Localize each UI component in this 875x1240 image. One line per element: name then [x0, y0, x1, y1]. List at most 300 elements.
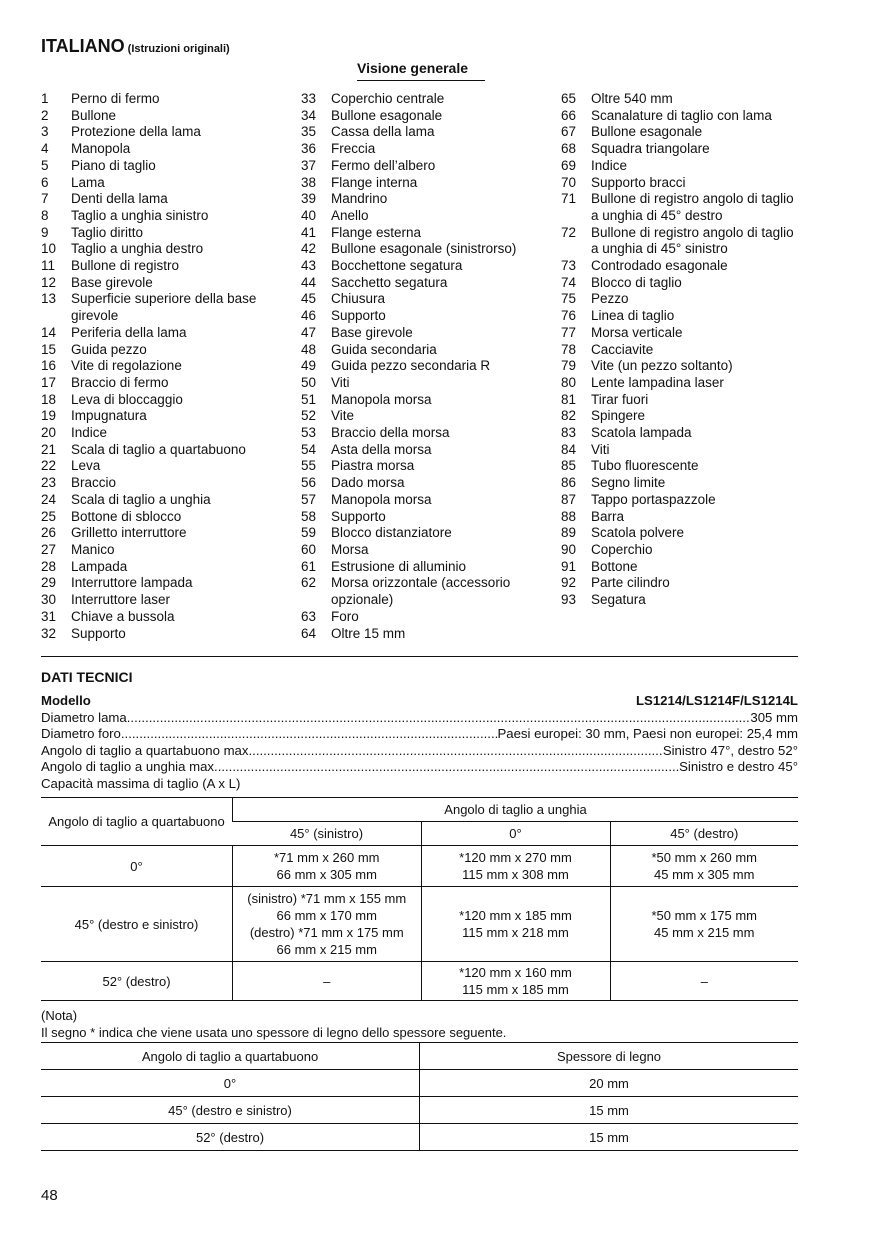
part-item: [561, 408, 801, 425]
capacity-cell-line: 115 mm x 308 mm: [462, 867, 569, 882]
part-item: [301, 108, 551, 125]
parts-list-column-3: [561, 91, 801, 609]
part-item: [301, 542, 551, 559]
part-number: 39: [301, 191, 317, 207]
part-item: [561, 442, 801, 459]
capacity-cell-line: *120 mm x 160 mm: [459, 965, 572, 980]
capacity-cell: [610, 887, 798, 962]
part-item: [41, 609, 291, 626]
part-item: [41, 275, 291, 292]
part-number: 88: [561, 508, 577, 524]
capacity-cell-line: 66 mm x 215 mm: [276, 942, 377, 957]
part-item: [301, 525, 551, 542]
part-number: 10: [41, 241, 57, 257]
capacity-table: [41, 797, 798, 1001]
wood-angle: 45° (destro e sinistro): [41, 1097, 420, 1124]
part-number: 66: [561, 107, 577, 123]
parts-list-column-2: [301, 91, 551, 642]
wood-row: [41, 1070, 798, 1097]
part-label: Mandrino: [331, 191, 388, 207]
part-label: Vite (un pezzo soltanto): [591, 358, 733, 374]
document-header: [41, 36, 230, 57]
part-label: Spingere: [591, 408, 646, 424]
part-item: [561, 175, 801, 192]
part-number: 34: [301, 107, 317, 123]
part-number: 13: [41, 291, 57, 307]
part-number: 85: [561, 458, 577, 474]
part-number: 81: [561, 391, 577, 407]
part-item: [561, 575, 801, 592]
wood-row: [41, 1124, 798, 1151]
part-item: [41, 291, 291, 324]
spec-key: Angolo di taglio a unghia max.: [41, 759, 218, 774]
part-item: [561, 509, 801, 526]
part-item: [41, 325, 291, 342]
part-item: [561, 492, 801, 509]
model-row: [41, 693, 798, 710]
spec-value: Sinistro 47°, destro 52°: [662, 742, 798, 758]
part-item: [561, 458, 801, 475]
part-label: Coperchio: [591, 541, 653, 557]
part-item: [41, 225, 291, 242]
part-number: 50: [301, 374, 317, 390]
part-number: 63: [301, 608, 317, 624]
note-label: (Nota): [41, 1008, 78, 1023]
part-item: [561, 425, 801, 442]
capacity-cell-line: –: [700, 973, 708, 989]
part-label: Barra: [591, 508, 625, 524]
part-number: 76: [561, 308, 577, 324]
part-item: [561, 158, 801, 175]
language-subtitle: (Istruzioni originali): [127, 43, 230, 55]
part-number: 4: [41, 141, 49, 157]
capacity-cell-line: 66 mm x 170 mm: [276, 908, 377, 923]
part-label: Lampada: [71, 558, 128, 574]
part-label: Viti: [331, 374, 350, 390]
part-number: 41: [301, 224, 317, 240]
part-number: 21: [41, 441, 57, 457]
part-label: Leva di bloccaggio: [71, 391, 183, 407]
part-label: Bullone esagonale: [591, 124, 703, 140]
part-item: [561, 225, 801, 258]
part-item: [561, 358, 801, 375]
capacity-cell: [610, 846, 798, 887]
part-label: Estrusione di alluminio: [331, 558, 467, 574]
part-label: Leva: [71, 458, 101, 474]
part-label: Supporto: [71, 625, 126, 641]
part-label: Perno di fermo: [71, 91, 160, 106]
capacity-cell-line: *71 mm x 260 mm: [274, 850, 380, 865]
part-label: Tubo fluorescente: [591, 458, 699, 474]
wood-header-row: [41, 1043, 798, 1070]
part-label: Bullone di registro: [71, 258, 180, 274]
part-number: 75: [561, 291, 577, 307]
part-number: 36: [301, 141, 317, 157]
part-label: Blocco distanziatore: [331, 525, 452, 541]
spec-key: Angolo di taglio a quartabuono max.: [41, 742, 253, 758]
part-label: Lente lampadina laser: [591, 374, 724, 390]
part-label: Flange esterna: [331, 224, 422, 240]
dot-leader: [121, 726, 498, 742]
part-label: Bullone di registro angolo di taglio a unghia di 45° sinistro: [591, 224, 794, 257]
part-item: [301, 492, 551, 509]
part-label: Superficie superiore della base girevole: [71, 291, 257, 324]
part-item: [561, 325, 801, 342]
spec-rows: [41, 710, 798, 776]
part-number: 16: [41, 358, 57, 374]
part-label: Indice: [71, 425, 108, 441]
part-item: [41, 358, 291, 375]
page-number: 48: [41, 1187, 58, 1204]
part-item: [41, 492, 291, 509]
part-label: Freccia: [331, 141, 376, 157]
corner-header: Angolo di taglio a quartabuono: [41, 798, 233, 846]
part-number: 7: [41, 191, 49, 207]
part-label: Grilletto interruttore: [71, 525, 187, 541]
part-label: Morsa orizzontale (accessorio opzionale): [331, 575, 511, 608]
capacity-cell: [233, 846, 422, 887]
part-number: 47: [301, 324, 317, 340]
capacity-angle: 0°: [41, 846, 233, 887]
part-item: [41, 208, 291, 225]
part-item: [301, 442, 551, 459]
spec-row: [41, 726, 798, 743]
part-number: 29: [41, 575, 57, 591]
part-item: [561, 191, 801, 224]
spec-value: 305 mm: [750, 709, 798, 725]
part-number: 93: [561, 592, 577, 608]
part-item: [301, 124, 551, 141]
part-number: 68: [561, 141, 577, 157]
note-block: [41, 1007, 506, 1041]
part-item: [41, 241, 291, 258]
part-number: 14: [41, 324, 57, 340]
spec-key: Diametro lama: [41, 709, 127, 725]
part-label: Cacciavite: [591, 341, 654, 357]
part-item: [41, 458, 291, 475]
part-item: [561, 275, 801, 292]
part-label: Anello: [331, 207, 369, 223]
part-number: 79: [561, 358, 577, 374]
part-number: 62: [301, 575, 317, 591]
part-number: 6: [41, 174, 49, 190]
part-number: 70: [561, 174, 577, 190]
part-label: Chiusura: [331, 291, 386, 307]
part-item: [301, 626, 551, 643]
capacity-row: [41, 887, 798, 962]
part-item: [41, 91, 291, 108]
spec-key: Diametro foro: [41, 726, 121, 741]
part-label: Fermo dell’albero: [331, 157, 436, 173]
capacity-cell: [421, 846, 610, 887]
part-item: [561, 108, 801, 125]
part-label: Foro: [331, 608, 359, 624]
part-label: Bottone di sblocco: [71, 508, 182, 524]
part-item: [561, 91, 801, 108]
subheader-right: 45° (destro): [610, 822, 798, 846]
part-item: [301, 609, 551, 626]
part-number: 23: [41, 475, 57, 491]
part-number: 87: [561, 491, 577, 507]
part-number: 11: [41, 258, 56, 274]
part-item: [561, 525, 801, 542]
part-label: Taglio a unghia sinistro: [71, 207, 209, 223]
capacity-cell-line: –: [323, 973, 331, 989]
wood-row: [41, 1097, 798, 1124]
part-number: 60: [301, 541, 317, 557]
model-label: Modello: [41, 693, 91, 708]
part-number: 17: [41, 374, 57, 390]
part-item: [301, 158, 551, 175]
part-item: [301, 325, 551, 342]
part-number: 24: [41, 491, 57, 507]
part-number: 43: [301, 258, 317, 274]
part-label: Linea di taglio: [591, 308, 675, 324]
part-item: [561, 592, 801, 609]
part-number: 15: [41, 341, 57, 357]
part-label: Braccio della morsa: [331, 425, 450, 441]
capacity-cell: [233, 962, 422, 1001]
dot-leader: [127, 710, 751, 726]
part-item: [41, 442, 291, 459]
part-label: Parte cilindro: [591, 575, 670, 591]
group-header: Angolo di taglio a unghia: [233, 798, 799, 822]
part-label: Blocco di taglio: [591, 274, 682, 290]
specs-block: [41, 693, 798, 792]
part-number: 33: [301, 91, 317, 106]
part-number: 52: [301, 408, 317, 424]
part-item: [301, 208, 551, 225]
part-item: [301, 141, 551, 158]
part-label: Braccio di fermo: [71, 374, 169, 390]
part-number: 27: [41, 541, 57, 557]
part-number: 73: [561, 258, 577, 274]
part-item: [301, 225, 551, 242]
part-label: Bullone esagonale (sinistrorso): [331, 241, 517, 257]
part-item: [41, 108, 291, 125]
part-item: [561, 342, 801, 359]
part-label: Scala di taglio a quartabuono: [71, 441, 246, 457]
spec-value: Paesi europei: 30 mm, Paesi non europei: 25,4 mm: [497, 726, 798, 741]
part-number: 71: [561, 191, 577, 207]
part-item: [301, 342, 551, 359]
dot-leader: [218, 759, 679, 775]
capacity-cell-line: *120 mm x 270 mm: [459, 850, 572, 865]
part-label: Bullone: [71, 107, 117, 123]
part-label: Scanalature di taglio con lama: [591, 107, 772, 123]
part-item: [561, 124, 801, 141]
capacity-cell: [610, 962, 798, 1001]
note-text: Il segno * indica che viene usata uno spessore di legno dello spessore seguente.: [41, 1025, 507, 1040]
part-label: Sacchetto segatura: [331, 274, 448, 290]
capacity-angle: 45° (destro e sinistro): [41, 887, 233, 962]
part-item: [41, 542, 291, 559]
part-number: 18: [41, 391, 57, 407]
part-label: Lama: [71, 174, 105, 190]
wood-thickness: 15 mm: [420, 1097, 799, 1124]
part-label: Bullone esagonale: [331, 107, 443, 123]
part-number: 37: [301, 157, 317, 173]
part-label: Supporto: [331, 308, 386, 324]
part-item: [561, 291, 801, 308]
part-item: [41, 408, 291, 425]
part-number: 78: [561, 341, 577, 357]
wood-thickness-table: [41, 1042, 798, 1151]
part-label: Segno limite: [591, 475, 666, 491]
capacity-cell-line: *50 mm x 260 mm: [651, 850, 757, 865]
part-label: Taglio diritto: [71, 224, 144, 240]
part-label: Scatola polvere: [591, 525, 685, 541]
part-label: Morsa verticale: [591, 324, 683, 340]
part-number: 92: [561, 575, 577, 591]
part-label: Denti della lama: [71, 191, 168, 207]
part-number: 65: [561, 91, 577, 106]
part-number: 74: [561, 274, 577, 290]
part-number: 55: [301, 458, 317, 474]
part-item: [41, 375, 291, 392]
part-label: Piastra morsa: [331, 458, 415, 474]
part-label: Bottone: [591, 558, 638, 574]
part-label: Scala di taglio a unghia: [71, 491, 211, 507]
part-label: Piano di taglio: [71, 157, 156, 173]
part-label: Guida pezzo: [71, 341, 147, 357]
part-number: 80: [561, 374, 577, 390]
part-label: Supporto bracci: [591, 174, 686, 190]
part-label: Taglio a unghia destro: [71, 241, 204, 257]
wood-header-angle: Angolo di taglio a quartabuono: [41, 1043, 420, 1070]
capacity-cell-line: 45 mm x 215 mm: [654, 925, 755, 940]
part-number: 57: [301, 491, 317, 507]
part-item: [41, 158, 291, 175]
part-number: 84: [561, 441, 577, 457]
part-label: Cassa della lama: [331, 124, 435, 140]
capacity-cell-line: 115 mm x 218 mm: [462, 925, 569, 940]
part-number: 9: [41, 224, 49, 240]
part-item: [301, 241, 551, 258]
part-item: [561, 258, 801, 275]
part-number: 42: [301, 241, 317, 257]
part-number: 45: [301, 291, 317, 307]
part-item: [301, 308, 551, 325]
capacity-angle: 52° (destro): [41, 962, 233, 1001]
part-number: 53: [301, 425, 317, 441]
part-number: 32: [41, 625, 57, 641]
part-number: 44: [301, 274, 317, 290]
part-number: 67: [561, 124, 577, 140]
capacity-cell: [421, 887, 610, 962]
part-number: 26: [41, 525, 57, 541]
part-item: [301, 475, 551, 492]
part-number: 56: [301, 475, 317, 491]
part-label: Manopola: [71, 141, 131, 157]
part-number: 89: [561, 525, 577, 541]
part-label: Pezzo: [591, 291, 629, 307]
wood-thickness: 20 mm: [420, 1070, 799, 1097]
part-label: Asta della morsa: [331, 441, 432, 457]
part-item: [561, 559, 801, 576]
part-label: Manopola morsa: [331, 391, 432, 407]
part-number: 46: [301, 308, 317, 324]
part-item: [41, 525, 291, 542]
part-item: [41, 342, 291, 359]
part-item: [41, 592, 291, 609]
part-label: Vite di regolazione: [71, 358, 182, 374]
capacity-header-row: [41, 798, 798, 822]
spec-row: [41, 743, 798, 760]
part-number: 25: [41, 508, 57, 524]
part-label: Coperchio centrale: [331, 91, 445, 106]
part-label: Periferia della lama: [71, 324, 187, 340]
part-item: [301, 191, 551, 208]
part-number: 64: [301, 625, 317, 641]
part-item: [561, 392, 801, 409]
part-item: [301, 258, 551, 275]
part-item: [301, 275, 551, 292]
capacity-cell-line: *120 mm x 185 mm: [459, 908, 572, 923]
part-label: Flange interna: [331, 174, 418, 190]
part-label: Manopola morsa: [331, 491, 432, 507]
part-item: [561, 542, 801, 559]
part-label: Guida secondaria: [331, 341, 437, 357]
part-item: [301, 575, 551, 608]
part-item: [41, 392, 291, 409]
capacity-cell-line: (destro) *71 mm x 175 mm: [249, 925, 404, 940]
part-number: 3: [41, 124, 49, 140]
spec-value: Sinistro e destro 45°: [679, 759, 798, 774]
part-number: 49: [301, 358, 317, 374]
wood-angle: 52° (destro): [41, 1124, 420, 1151]
overview-title: Visione generale: [357, 60, 469, 76]
part-item: [561, 141, 801, 158]
part-number: 31: [41, 608, 57, 624]
part-label: Vite: [331, 408, 355, 424]
part-label: Base girevole: [71, 274, 153, 290]
part-label: Chiave a bussola: [71, 608, 175, 624]
part-number: 22: [41, 458, 57, 474]
part-number: 86: [561, 475, 577, 491]
part-label: Supporto: [331, 508, 386, 524]
part-item: [41, 475, 291, 492]
part-item: [301, 175, 551, 192]
part-number: 30: [41, 592, 57, 608]
part-label: Dado morsa: [331, 475, 405, 491]
subheader-center: 0°: [421, 822, 610, 846]
section-divider: [41, 656, 798, 657]
part-number: 20: [41, 425, 57, 441]
part-label: Oltre 15 mm: [331, 625, 406, 641]
part-number: 59: [301, 525, 317, 541]
part-item: [41, 626, 291, 643]
part-item: [41, 141, 291, 158]
part-label: Guida pezzo secondaria R: [331, 358, 491, 374]
part-item: [301, 509, 551, 526]
part-label: Bocchettone segatura: [331, 258, 463, 274]
capacity-row: [41, 846, 798, 887]
part-label: Segatura: [591, 592, 646, 608]
part-number: 77: [561, 324, 577, 340]
part-number: 1: [41, 91, 49, 106]
part-number: 12: [41, 274, 57, 290]
overview-title-underline: [357, 80, 485, 81]
subheader-left: 45° (sinistro): [233, 822, 422, 846]
capacity-label: Capacità massima di taglio (A x L): [41, 775, 241, 791]
capacity-cell-line: (sinistro) *71 mm x 155 mm: [247, 891, 407, 906]
spec-row: [41, 710, 798, 727]
part-number: 82: [561, 408, 577, 424]
part-label: Scatola lampada: [591, 425, 692, 441]
part-label: Braccio: [71, 475, 117, 491]
part-number: 38: [301, 174, 317, 190]
